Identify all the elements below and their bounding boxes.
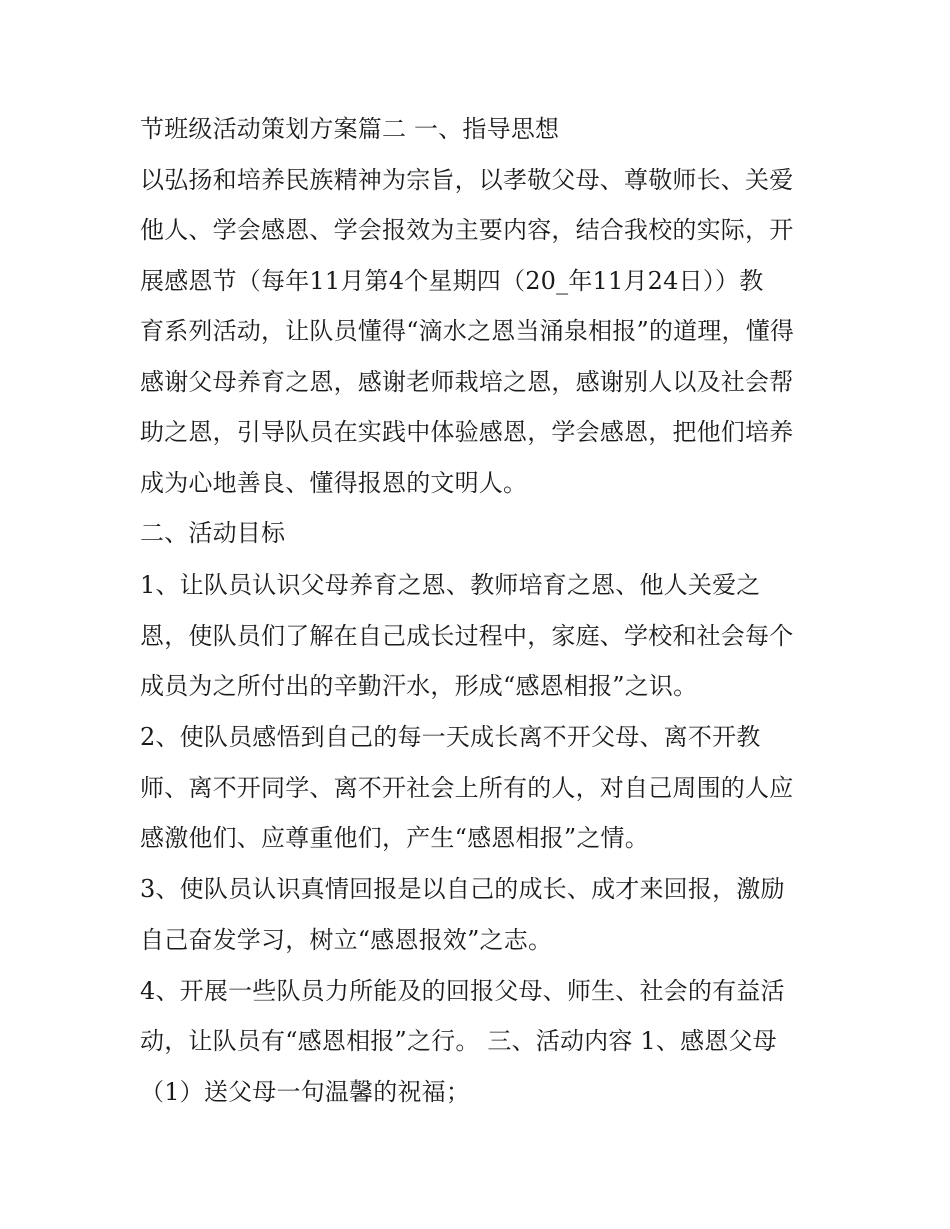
text-line-12: 成员为之所付出的辛勤汗水，形成“感恩相报”之识。 bbox=[140, 672, 698, 700]
text-line-3: 他人、学会感恩、学会报效为主要内容，结合我校的实际，开 bbox=[140, 216, 794, 244]
text-line-1: 节班级活动策划方案篇二 一、指导思想 bbox=[140, 115, 560, 143]
text-line-4: 展感恩节（每年11月第4个星期四（20_年11月24日））教 bbox=[140, 267, 764, 295]
text-line-19: 动，让队员有“感恩相报”之行。 三、活动内容 1、感恩父母 bbox=[140, 1027, 777, 1055]
text-line-2: 以弘扬和培养民族精神为宗旨，以孝敬父母、尊敬师长、关爱 bbox=[140, 166, 794, 194]
text-line-16: 3、使队员认识真情回报是以自己的成长、成才来回报，激励 bbox=[140, 875, 785, 903]
section-heading-goals: 二、活动目标 bbox=[140, 519, 286, 547]
text-line-11: 恩，使队员们了解在自己成长过程中，家庭、学校和社会每个 bbox=[140, 622, 794, 650]
text-line-17: 自己奋发学习，树立“感恩报效”之志。 bbox=[140, 926, 553, 954]
text-line-8: 成为心地善良、懂得报恩的文明人。 bbox=[140, 469, 528, 497]
text-line-14: 师、离不开同学、离不开社会上所有的人，对自己周围的人应 bbox=[140, 774, 794, 802]
text-line-18: 4、开展一些队员力所能及的回报父母、师生、社会的有益活 bbox=[140, 977, 785, 1005]
text-line-5: 育系列活动，让队员懂得“滴水之恩当涌泉相报”的道理，懂得 bbox=[140, 317, 795, 345]
text-line-13: 2、使队员感悟到自己的每一天成长离不开父母、离不开教 bbox=[140, 723, 761, 751]
text-line-20: （1）送父母一句温馨的祝福； bbox=[140, 1078, 471, 1106]
text-line-7: 助之恩，引导队员在实践中体验感恩，学会感恩，把他们培养 bbox=[140, 418, 794, 446]
text-line-15: 感激他们、应尊重他们，产生“感恩相报”之情。 bbox=[140, 824, 649, 852]
text-line-6: 感谢父母养育之恩，感谢老师栽培之恩，感谢别人以及社会帮 bbox=[140, 368, 794, 396]
text-line-10: 1、让队员认识父母养育之恩、教师培育之恩、他人关爱之 bbox=[140, 571, 761, 599]
